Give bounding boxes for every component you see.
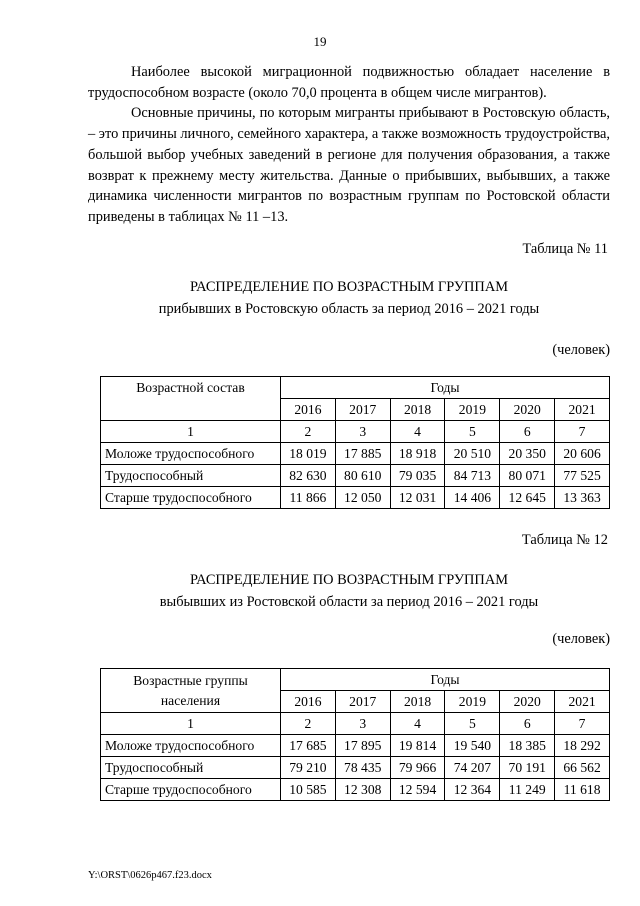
table-row — [101, 757, 610, 779]
row-name: Моложе трудоспособного — [101, 735, 281, 757]
cell: 77 525 — [555, 465, 610, 487]
cell: 17 895 — [335, 735, 390, 757]
cell: 12 594 — [390, 779, 445, 801]
table-11-title — [88, 276, 610, 320]
row-name: Старше трудоспособного — [101, 487, 281, 509]
table-11-label: Таблица № 11 — [522, 241, 608, 257]
table-12-year: 2020 — [500, 691, 555, 713]
table-12-col-number: 7 — [555, 713, 610, 735]
table-11-col-number: 7 — [555, 421, 610, 443]
body-text — [88, 62, 610, 228]
table-row — [101, 443, 610, 465]
cell: 20 606 — [555, 443, 610, 465]
row-name: Моложе трудоспособного — [101, 443, 281, 465]
cell: 14 406 — [445, 487, 500, 509]
table-11-year: 2017 — [335, 399, 390, 421]
table-12-years-header: Годы — [281, 669, 610, 691]
cell: 12 031 — [390, 487, 445, 509]
cell: 17 685 — [281, 735, 336, 757]
table-11-year: 2018 — [390, 399, 445, 421]
cell: 70 191 — [500, 757, 555, 779]
table-11-col-number: 6 — [500, 421, 555, 443]
table-12-year: 2019 — [445, 691, 500, 713]
table-11-col-number: 3 — [335, 421, 390, 443]
table-12-col-header-line2: населения — [160, 692, 221, 708]
cell: 11 249 — [500, 779, 555, 801]
cell: 12 050 — [335, 487, 390, 509]
table-11-year: 2019 — [445, 399, 500, 421]
cell: 79 210 — [281, 757, 336, 779]
cell: 11 866 — [281, 487, 336, 509]
table-12-year: 2016 — [281, 691, 336, 713]
paragraph: Наиболее высокой миграционной подвижностью обладает население в трудоспособном возрасте (около 70,0 процента в общем числе мигрантов). — [88, 64, 610, 101]
table-12-year: 2017 — [335, 691, 390, 713]
table-12-year: 2018 — [390, 691, 445, 713]
row-name: Трудоспособный — [101, 465, 281, 487]
cell: 13 363 — [555, 487, 610, 509]
table-11-unit: (человек) — [552, 342, 610, 358]
cell: 20 350 — [500, 443, 555, 465]
cell: 19 540 — [445, 735, 500, 757]
cell: 12 308 — [335, 779, 390, 801]
row-name: Трудоспособный — [101, 757, 281, 779]
cell: 12 645 — [500, 487, 555, 509]
table-11-col-number: 1 — [101, 421, 281, 443]
cell: 74 207 — [445, 757, 500, 779]
cell: 84 713 — [445, 465, 500, 487]
cell: 17 885 — [335, 443, 390, 465]
table-12-unit: (человек) — [552, 631, 610, 647]
table-11-year: 2020 — [500, 399, 555, 421]
cell: 20 510 — [445, 443, 500, 465]
table-12-col-number: 2 — [281, 713, 336, 735]
table-12-col-number: 5 — [445, 713, 500, 735]
cell: 78 435 — [335, 757, 390, 779]
cell: 12 364 — [445, 779, 500, 801]
page-number: 19 — [313, 34, 327, 49]
table-11-col-number: 4 — [390, 421, 445, 443]
file-path-footer: Y:\ORST\0626p467.f23.docx — [88, 870, 212, 881]
table-11-title-line2: прибывших в Ростовскую область за период 2016 – 2021 годы — [158, 301, 540, 317]
table-row — [101, 735, 610, 757]
table-12-col-header — [101, 669, 281, 713]
cell: 18 385 — [500, 735, 555, 757]
table-12-label: Таблица № 12 — [521, 532, 608, 548]
table-11-title-line1: РАСПРЕДЕЛЕНИЕ ПО ВОЗРАСТНЫМ ГРУППАМ — [189, 279, 509, 295]
table-12-col-number: 4 — [390, 713, 445, 735]
row-name: Старше трудоспособного — [101, 779, 281, 801]
table-12-title-line1: РАСПРЕДЕЛЕНИЕ ПО ВОЗРАСТНЫМ ГРУППАМ — [189, 572, 509, 588]
table-12 — [100, 668, 610, 801]
cell: 11 618 — [555, 779, 610, 801]
table-12-year: 2021 — [555, 691, 610, 713]
cell: 18 918 — [390, 443, 445, 465]
cell: 82 630 — [281, 465, 336, 487]
table-12-col-number: 6 — [500, 713, 555, 735]
paragraph: Основные причины, по которым мигранты прибывают в Ростовскую область, – это причины личного, семейного характера, а также возможность трудоустройства, большой выбор учебных заведений в регионе для получения образования, а также возврат к прежнему месту жительства. Данные о прибывших, выбывших, а также динамика численности мигрантов по возрастным группам по Ростовской области приведены в таблицах № 11 –13. — [88, 105, 610, 225]
cell: 80 071 — [500, 465, 555, 487]
table-row — [101, 779, 610, 801]
table-12-col-number: 3 — [335, 713, 390, 735]
cell: 18 292 — [555, 735, 610, 757]
table-12-title-line2: выбывших из Ростовской области за период 2016 – 2021 годы — [159, 594, 539, 610]
table-12-col-header-line1: Возрастные группы — [133, 672, 248, 688]
cell: 80 610 — [335, 465, 390, 487]
cell: 10 585 — [281, 779, 336, 801]
cell: 79 966 — [390, 757, 445, 779]
cell: 18 019 — [281, 443, 336, 465]
table-11 — [100, 376, 610, 509]
cell: 66 562 — [555, 757, 610, 779]
cell: 79 035 — [390, 465, 445, 487]
table-11-year: 2016 — [281, 399, 336, 421]
table-row — [101, 465, 610, 487]
table-11-col-number: 5 — [445, 421, 500, 443]
table-11-years-header: Годы — [281, 377, 610, 399]
table-row — [101, 487, 610, 509]
table-12-title — [88, 569, 610, 613]
table-11-year: 2021 — [555, 399, 610, 421]
cell: 19 814 — [390, 735, 445, 757]
table-11-col-header: Возрастной состав — [101, 377, 281, 421]
table-12-col-number: 1 — [101, 713, 281, 735]
table-11-col-number: 2 — [281, 421, 336, 443]
